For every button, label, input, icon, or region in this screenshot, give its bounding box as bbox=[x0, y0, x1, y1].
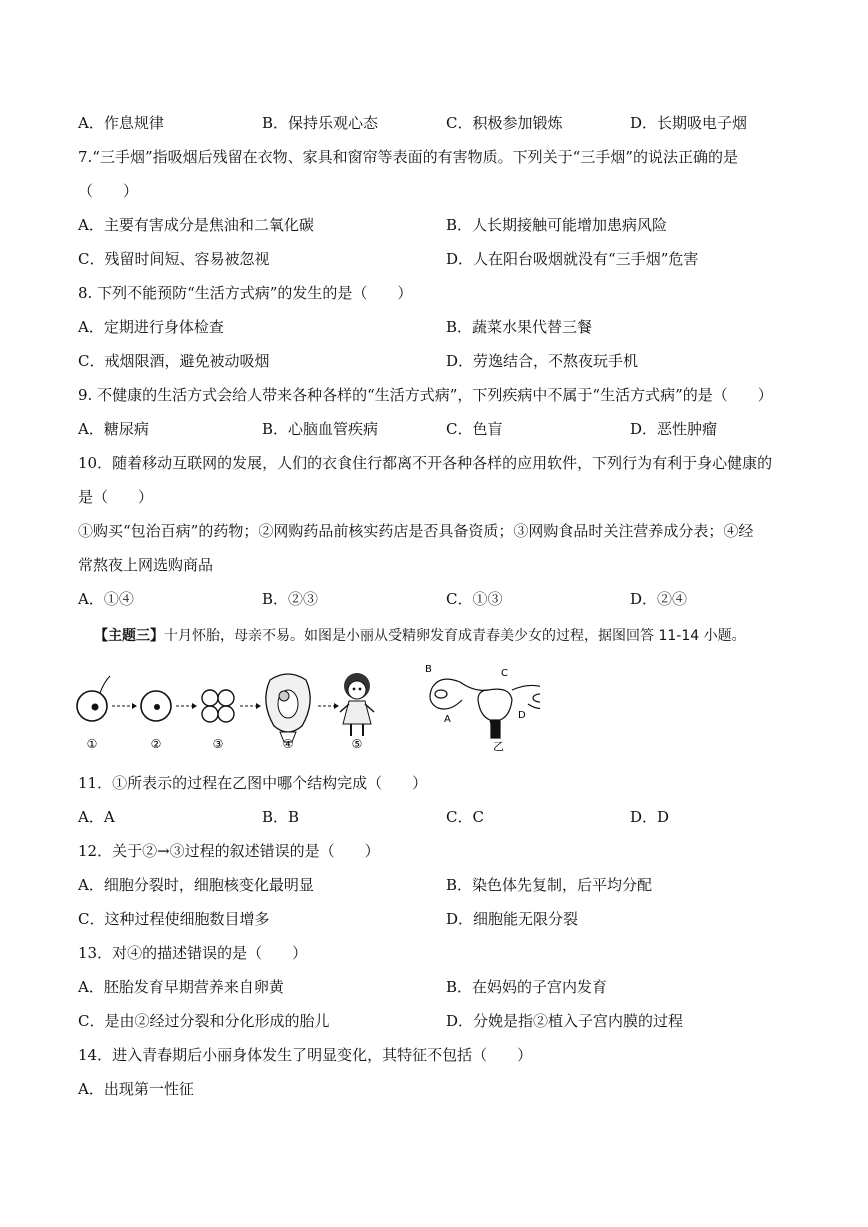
q8-option-b: B．蔬菜水果代替三餐 bbox=[446, 318, 593, 336]
q8-option-d: D．劳逸结合，不熬夜玩手机 bbox=[446, 352, 639, 370]
q6-option-b: B．保持乐观心态 bbox=[262, 114, 379, 132]
stage-label-4: ④ bbox=[282, 737, 294, 751]
q9-stem: 9. 不健康的生活方式会给人带来各种各样的“生活方式病”，下列疾病中不属于“生活方式病”的是（ ） bbox=[78, 386, 773, 404]
q10-option-b: B．②③ bbox=[262, 590, 319, 608]
q7-option-d: D．人在阳台吸烟就没有“三手烟”危害 bbox=[446, 250, 699, 268]
organ-label-c: C bbox=[501, 668, 508, 679]
q12-option-c: C．这种过程使细胞数目增多 bbox=[78, 910, 270, 928]
q10-option-a: A．①④ bbox=[78, 590, 134, 608]
q13-option-c: C．是由②经过分裂和分化形成的胎儿 bbox=[78, 1012, 330, 1030]
q11-stem: 11．①所表示的过程在乙图中哪个结构完成（ ） bbox=[78, 774, 428, 792]
stage-label-5: ⑤ bbox=[351, 737, 363, 751]
q7-option-a: A．主要有害成分是焦油和二氧化碳 bbox=[78, 216, 314, 234]
q9-option-b: B．心脑血管疾病 bbox=[262, 420, 379, 438]
fetus-in-uterus-image bbox=[266, 674, 310, 742]
fertilized-egg-image bbox=[77, 676, 110, 721]
q10-option-c: C．①③ bbox=[446, 590, 503, 608]
q12-option-a: A．细胞分裂时，细胞核变化最明显 bbox=[78, 876, 314, 894]
q9-option-c: C．色盲 bbox=[446, 420, 503, 438]
q8-stem: 8. 下列不能预防“生活方式病”的发生的是（ ） bbox=[78, 284, 413, 302]
organ-caption: 乙 bbox=[493, 740, 504, 752]
q11-option-b: B．B bbox=[262, 808, 300, 826]
theme-text: 十月怀胎，母亲不易。如图是小丽从受精卵发育成青春美少女的过程，据图回答 11-14 小题。 bbox=[164, 628, 746, 644]
q11-option-d: D．D bbox=[630, 808, 670, 826]
q10-option-d: D．②④ bbox=[630, 590, 688, 608]
q7-stem-cont: （ ） bbox=[78, 182, 139, 200]
q6-option-c: C．积极参加锻炼 bbox=[446, 114, 563, 132]
organ-label-a: A bbox=[444, 714, 451, 725]
q11-option-c: C．C bbox=[446, 808, 484, 826]
theme-label: 【主题三】 bbox=[94, 628, 164, 644]
q6-option-d: D．长期吸电子烟 bbox=[630, 114, 748, 132]
q10-stem: 10．随着移动互联网的发展，人们的衣食住行都离不开各种各样的应用软件，下列行为有利于身心健康的 bbox=[78, 454, 773, 472]
cell-cluster-image bbox=[202, 690, 234, 722]
q14-option-a: A．出现第一性征 bbox=[78, 1080, 194, 1098]
q11-option-a: A．A bbox=[78, 808, 115, 826]
stage-label-2: ② bbox=[150, 737, 162, 751]
q6-option-a: A．作息规律 bbox=[78, 114, 164, 132]
organ-label-b: B bbox=[425, 664, 432, 675]
q8-option-a: A．定期进行身体检查 bbox=[78, 318, 224, 336]
theme-intro bbox=[94, 625, 746, 645]
q10-detail: ①购买“包治百病”的药物；②网购药品前核实药店是否具备资质；③网购食品时关注营养成分表；④经 bbox=[78, 522, 754, 540]
q9-option-d: D．恶性肿瘤 bbox=[630, 420, 718, 438]
q10-detail-cont: 常熬夜上网选购商品 bbox=[78, 556, 214, 574]
organ-label-d: D bbox=[518, 710, 526, 721]
stage-label-1: ① bbox=[86, 737, 98, 751]
q8-option-c: C．戒烟限酒，避免被动吸烟 bbox=[78, 352, 270, 370]
q9-option-a: A．糖尿病 bbox=[78, 420, 149, 438]
development-figure bbox=[70, 660, 540, 752]
single-cell-image bbox=[141, 691, 171, 721]
q12-option-d: D．细胞能无限分裂 bbox=[446, 910, 579, 928]
q7-option-c: C．残留时间短、容易被忽视 bbox=[78, 250, 270, 268]
q14-stem: 14．进入青春期后小丽身体发生了明显变化，其特征不包括（ ） bbox=[78, 1046, 533, 1064]
q13-option-d: D．分娩是指②植入子宫内膜的过程 bbox=[446, 1012, 684, 1030]
girl-image bbox=[340, 673, 374, 736]
q13-option-b: B．在妈妈的子宫内发育 bbox=[446, 978, 608, 996]
q7-option-b: B．人长期接触可能增加患病风险 bbox=[446, 216, 668, 234]
q12-stem: 12．关于②→③过程的叙述错误的是（ ） bbox=[78, 842, 380, 860]
q10-stem-cont: 是（ ） bbox=[78, 488, 154, 506]
female-reproductive-diagram bbox=[430, 679, 540, 738]
q7-stem: 7.“三手烟”指吸烟后残留在衣物、家具和窗帘等表面的有害物质。下列关于“三手烟”的说法正确的是 bbox=[78, 148, 738, 166]
q13-stem: 13．对④的描述错误的是（ ） bbox=[78, 944, 308, 962]
stage-label-3: ③ bbox=[212, 737, 224, 751]
q12-option-b: B．染色体先复制，后平均分配 bbox=[446, 876, 653, 894]
q13-option-a: A．胚胎发育早期营养来自卵黄 bbox=[78, 978, 284, 996]
